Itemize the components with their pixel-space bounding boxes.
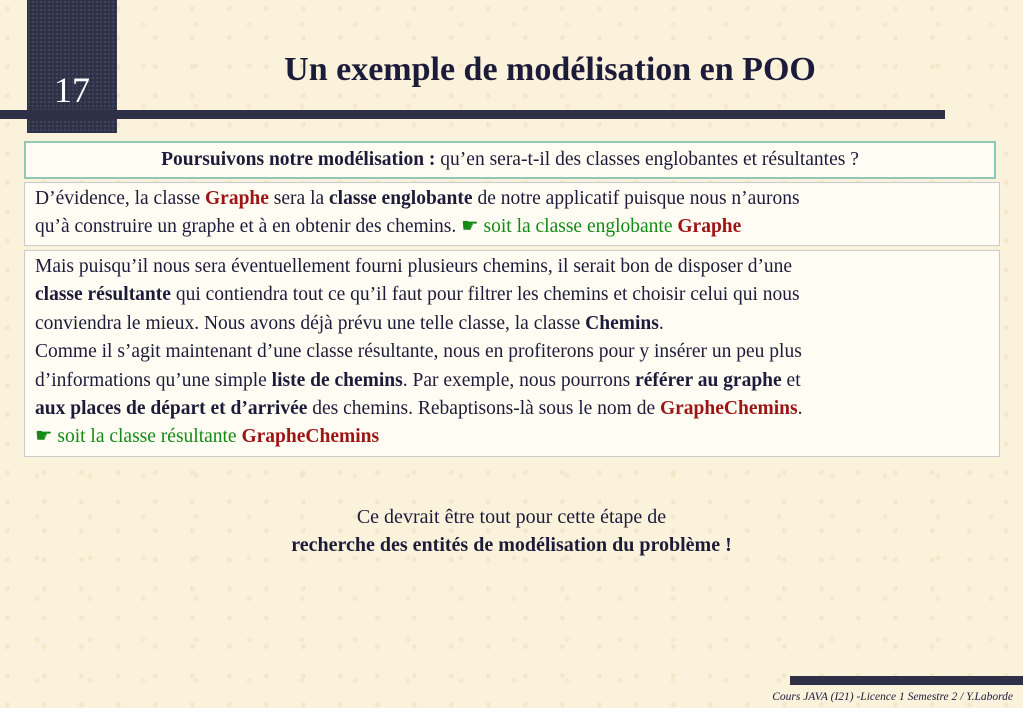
paragraph-englobante	[24, 182, 1000, 246]
footer-credit: Cours JAVA (I21) -Licence 1 Semestre 2 / Y.Laborde	[772, 691, 1013, 703]
text-run: .	[658, 312, 664, 334]
text-line	[35, 395, 999, 423]
bold-term: aux places de départ et d’arrivée	[35, 398, 308, 420]
text-line	[35, 423, 999, 451]
pointing-hand-icon: ☛	[35, 426, 53, 448]
bold-term: classe résultante	[35, 284, 171, 306]
class-name-graphechemins: GrapheChemins	[241, 426, 380, 448]
text-line	[35, 310, 999, 338]
class-name-graphe: Graphe	[205, 188, 269, 209]
text-line: Mais puisqu’il nous sera éventuellement fourni plusieurs chemins, il serait bon de disposer d’une	[35, 256, 793, 277]
question-box	[24, 141, 996, 179]
text-run: . Par exemple, nous pourrons	[402, 369, 636, 391]
class-name-chemins: Chemins	[585, 312, 659, 334]
conclusion-text: soit la classe englobante	[478, 216, 678, 238]
text-line: Comme il s’agit maintenant d’une classe résultante, nous en profiterons pour y insérer un peu plus	[35, 341, 802, 363]
text-run: .	[797, 398, 803, 420]
text-run: d’informations qu’une simple	[35, 369, 272, 391]
bold-term: référer au graphe	[635, 369, 782, 391]
bold-term: classe englobante	[329, 188, 473, 209]
text-run: de notre applicatif puisque nous n’aurons	[472, 188, 800, 209]
conclusion-text: soit la classe résultante	[52, 426, 242, 448]
text-run: des chemins. Rebaptisons-là sous le nom de	[307, 398, 660, 420]
slide-title: Un exemple de modélisation en POO	[284, 51, 816, 88]
text-run: et	[781, 369, 801, 391]
text-run: D’évidence, la classe	[35, 188, 205, 209]
text-line	[35, 367, 999, 395]
text-line	[35, 213, 999, 241]
text-run: qu’à construire un graphe et à en obtenir des chemins.	[35, 216, 462, 238]
slide-number: 17	[54, 70, 90, 110]
class-name-graphe: Graphe	[677, 216, 742, 238]
text-run: sera la	[268, 188, 330, 209]
bold-term: liste de chemins	[271, 369, 403, 391]
question-text: qu’en sera-t-il des classes englobantes et résultantes ?	[435, 149, 859, 170]
conclusion-line-2: recherche des entités de modélisation du problème !	[291, 534, 732, 556]
class-name-graphechemins: GrapheChemins	[659, 398, 798, 420]
question-lead: Poursuivons notre modélisation :	[161, 149, 436, 170]
title-underline-bar	[0, 110, 945, 119]
conclusion	[0, 503, 1023, 559]
pointing-hand-icon: ☛	[461, 216, 479, 238]
conclusion-line-1: Ce devrait être tout pour cette étape de	[356, 506, 667, 528]
footer-bar	[790, 676, 1023, 685]
paragraph-resultante	[24, 250, 1000, 457]
text-run: conviendra le mieux. Nous avons déjà prévu une telle classe, la classe	[35, 312, 586, 334]
text-line	[35, 281, 999, 309]
text-run: qui contiendra tout ce qu’il faut pour filtrer les chemins et choisir celui qui nous	[170, 284, 800, 306]
text-line	[35, 185, 999, 213]
